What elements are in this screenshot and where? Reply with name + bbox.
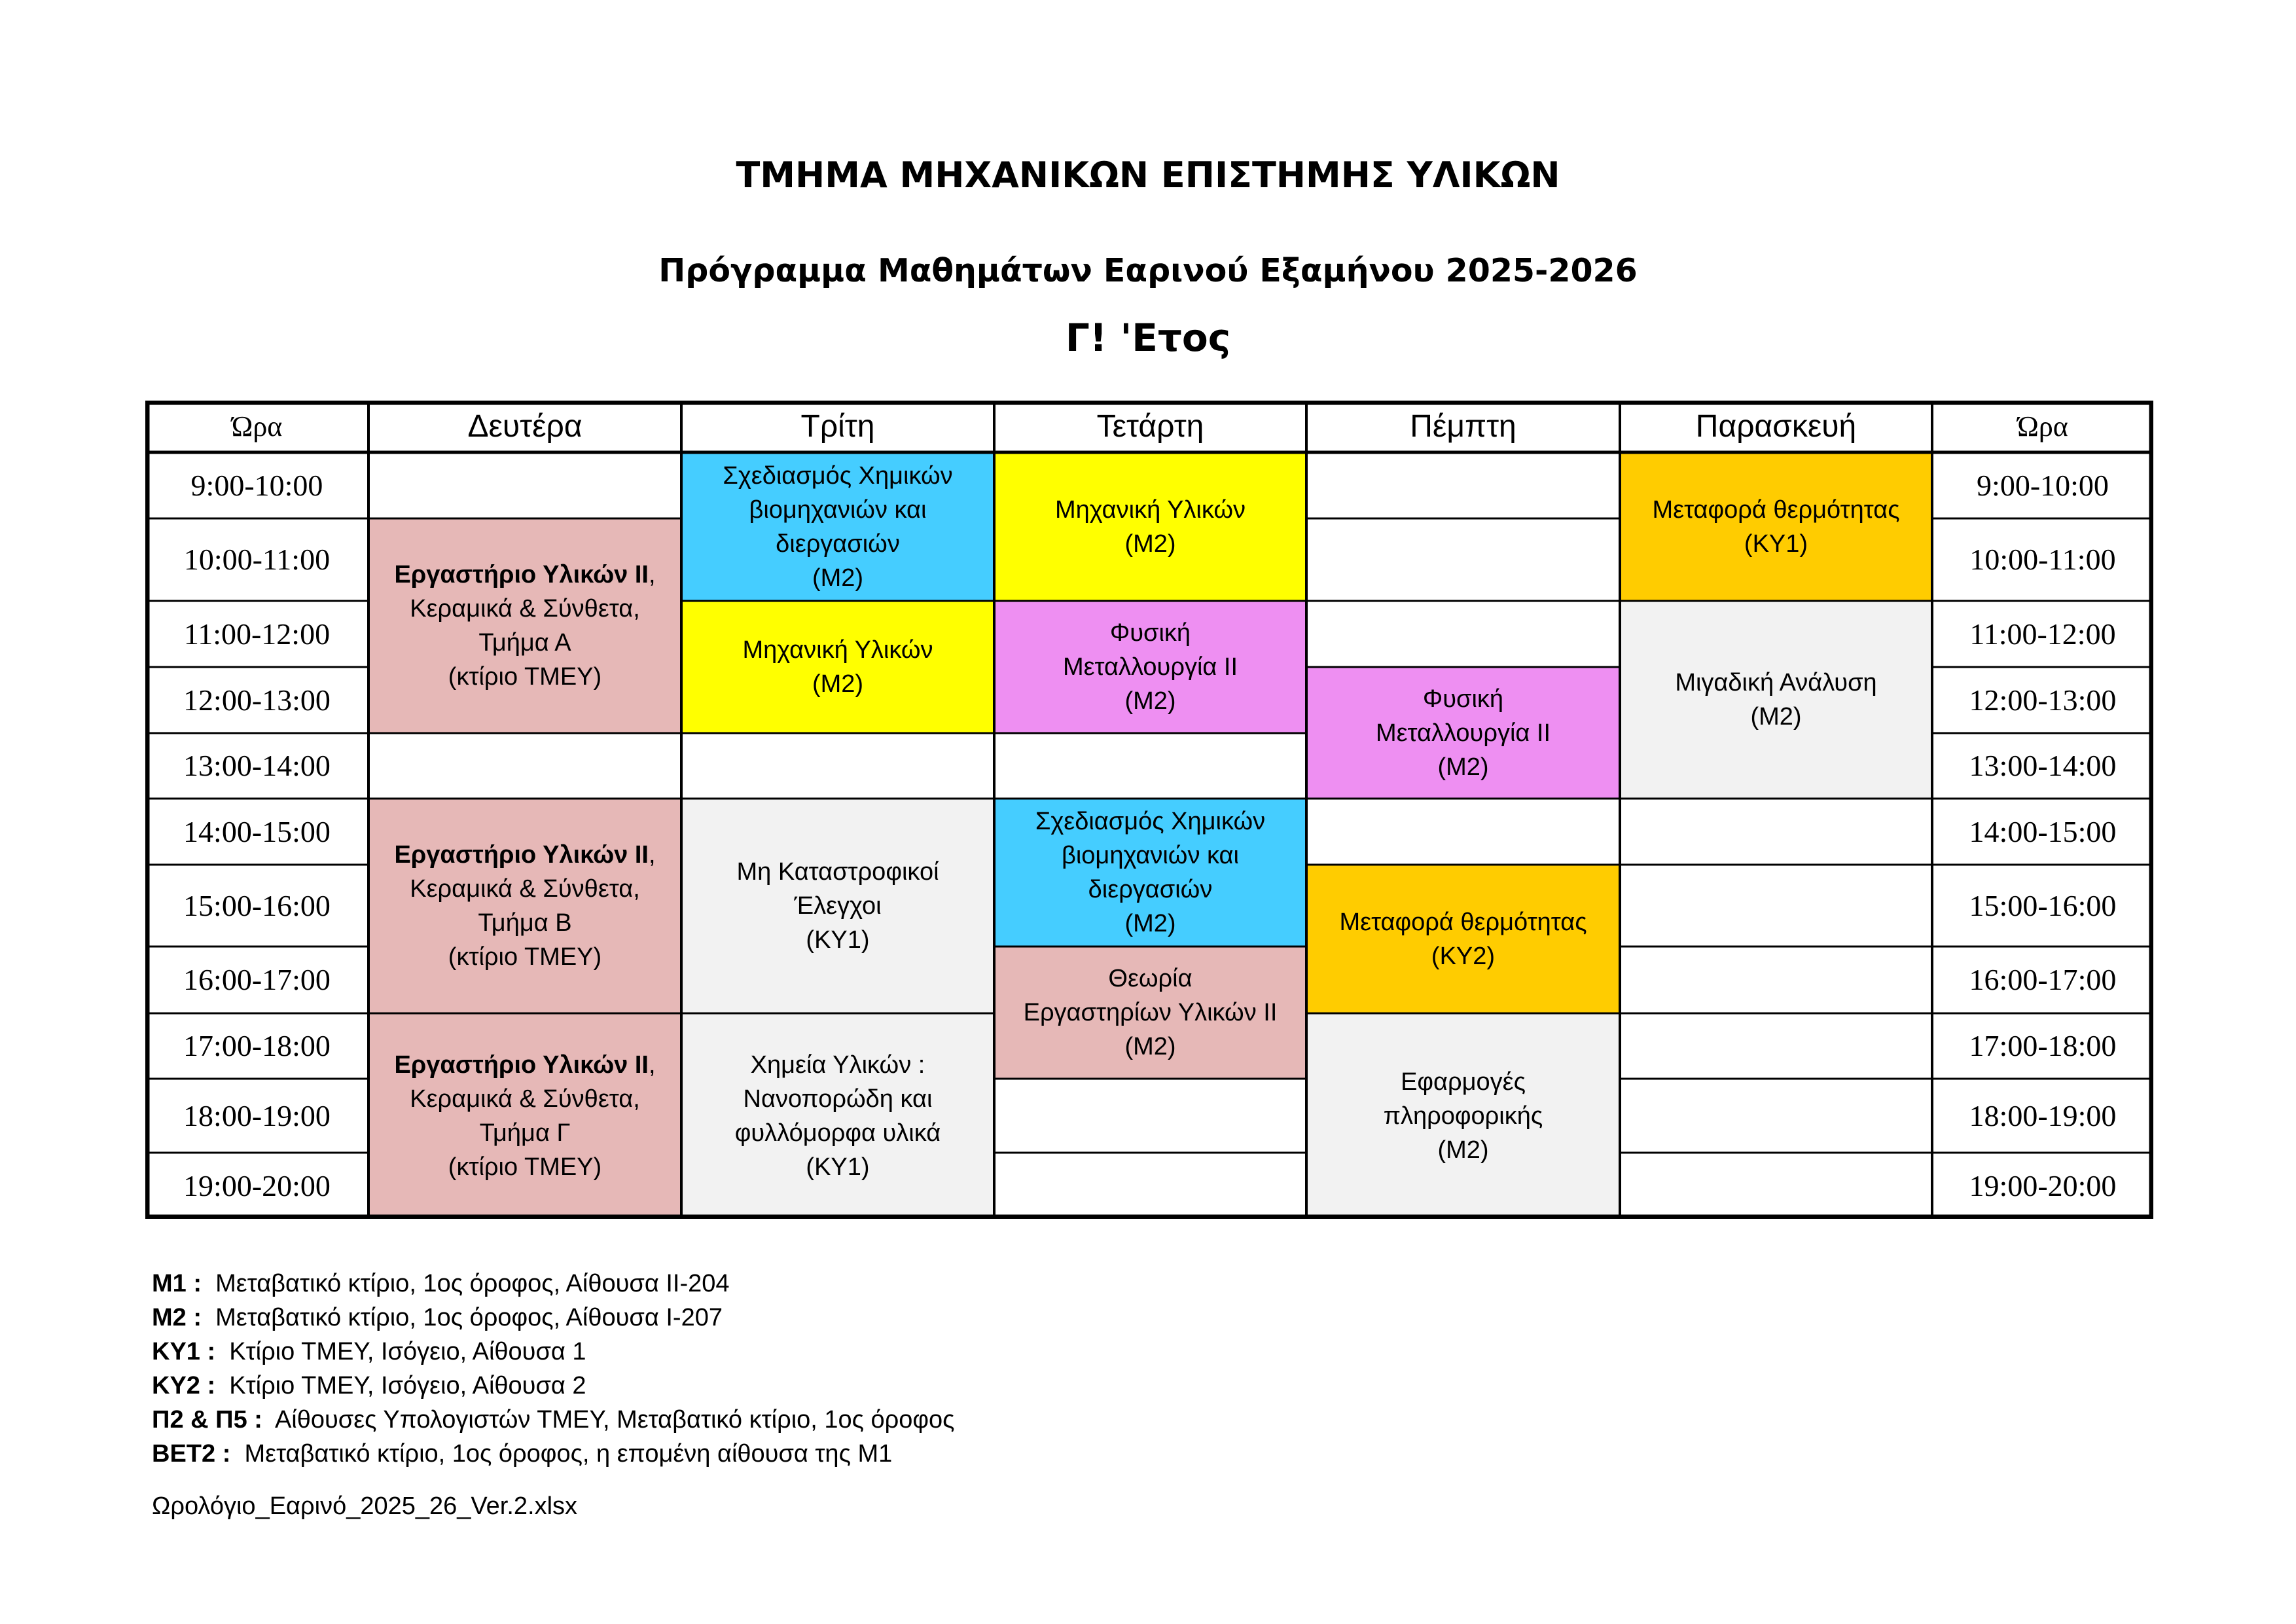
legend-row xyxy=(152,1267,955,1301)
cell-line: (κτίριο ΤΜΕΥ) xyxy=(448,943,602,971)
event-title: Εργαστήριο Υλικών ΙΙ xyxy=(394,841,649,869)
event-cell xyxy=(994,947,1306,1079)
event-cell xyxy=(681,601,994,733)
cell-line: Μεταφορά θερμότητας xyxy=(1652,496,1900,524)
event-cell xyxy=(681,799,994,1013)
event-cell xyxy=(368,1013,681,1219)
cell-line: 16:00-17:00 xyxy=(183,963,331,996)
cell-line: Τμήμα Γ xyxy=(479,1119,571,1147)
cell-line: 17:00-18:00 xyxy=(183,1029,331,1062)
cell-line: φυλλόμορφα υλικά xyxy=(734,1119,941,1147)
cell-line: Φυσική xyxy=(1422,685,1504,713)
event-cell xyxy=(681,1013,994,1219)
cell-line: πληροφορικής xyxy=(1383,1102,1543,1130)
event-cell xyxy=(1620,452,1932,601)
cell-line: Τετάρτη xyxy=(1096,408,1204,444)
event-cell xyxy=(681,452,994,601)
event-cell xyxy=(994,601,1306,733)
cell-line: 18:00-19:00 xyxy=(183,1098,331,1132)
cell-line: διεργασιών xyxy=(776,530,900,558)
cell-line: 14:00-15:00 xyxy=(183,814,331,848)
cell-line: 17:00-18:00 xyxy=(1969,1029,2117,1062)
legend-text: Κτίριο ΤΜΕΥ, Ισόγειο, Αίθουσα 1 xyxy=(229,1338,586,1365)
legend-text: Κτίριο ΤΜΕΥ, Ισόγειο, Αίθουσα 2 xyxy=(229,1372,586,1399)
cell-line: (Μ2) xyxy=(1437,753,1489,781)
cell-line: (Μ2) xyxy=(1124,530,1176,558)
cell-line: 9:00-10:00 xyxy=(190,468,323,502)
cell-line: Εργαστήριο Υλικών ΙΙ, xyxy=(394,1051,656,1079)
schedule-table xyxy=(145,401,2153,1219)
cell-line: (Μ2) xyxy=(1124,910,1176,937)
legend-text: Μεταβατικό κτίριο, 1ος όροφος, Αίθουσα Ι-207 xyxy=(215,1304,723,1331)
cell-line: Δευτέρα xyxy=(467,408,583,444)
cell-line: 12:00-13:00 xyxy=(183,683,331,717)
legend-row xyxy=(152,1335,955,1369)
cell-line: 11:00-12:00 xyxy=(1969,617,2116,651)
cell-line: (Μ2) xyxy=(812,670,864,698)
cell-line: (ΚΥ1) xyxy=(1744,530,1808,558)
cell-line: Κεραμικά & Σύνθετα, xyxy=(410,595,640,623)
cell-line: Νανοπορώδη και xyxy=(743,1085,933,1113)
cell-line: Μεταλλουργία ΙΙ xyxy=(1062,653,1238,681)
cell-line: (Μ2) xyxy=(1750,703,1802,731)
cell-line: Τμήμα Α xyxy=(478,629,571,657)
cell-line: Ώρα xyxy=(2017,410,2068,442)
event-cell xyxy=(368,518,681,733)
event-title: Εργαστήριο Υλικών ΙΙ xyxy=(394,561,649,588)
cell-line: Ώρα xyxy=(231,410,283,442)
cell-line: Εργαστήριο Υλικών ΙΙ, xyxy=(394,561,656,588)
cell-line: 16:00-17:00 xyxy=(1969,963,2117,996)
cell-line: Εφαρμογές xyxy=(1401,1068,1526,1096)
cell-line: (ΚΥ1) xyxy=(806,926,870,954)
year-title: Γ! 'Ετος xyxy=(1065,316,1231,360)
cell-line: (Μ2) xyxy=(812,564,864,592)
legend-row xyxy=(152,1437,955,1471)
cell-line: (Μ2) xyxy=(1437,1136,1489,1164)
cell-line: 15:00-16:00 xyxy=(183,888,331,922)
cell-line: 13:00-14:00 xyxy=(183,749,331,782)
cell-line: Χημεία Υλικών : xyxy=(750,1051,925,1079)
cell-line: 19:00-20:00 xyxy=(183,1168,331,1202)
cell-line: Μεταφορά θερμότητας xyxy=(1339,908,1587,936)
cell-line: 15:00-16:00 xyxy=(1969,888,2117,922)
cell-line: 9:00-10:00 xyxy=(1977,468,2109,502)
legend-code: ΒΕΤ2 : xyxy=(152,1440,231,1468)
legend-text: Μεταβατικό κτίριο, 1ος όροφος, η επομένη αίθουσα της Μ1 xyxy=(244,1440,893,1468)
legend-code: ΚΥ2 : xyxy=(152,1372,216,1399)
cell-line: (Μ2) xyxy=(1124,687,1176,715)
cell-line: Φυσική xyxy=(1109,619,1191,647)
event-cell xyxy=(994,452,1306,601)
cell-line: 10:00-11:00 xyxy=(183,543,331,576)
event-cell xyxy=(1306,1013,1620,1219)
cell-line: (ΚΥ1) xyxy=(806,1153,870,1181)
event-cell xyxy=(1620,601,1932,799)
legend-code: ΚΥ1 : xyxy=(152,1338,216,1365)
cell-line: Πέμπτη xyxy=(1410,408,1516,444)
schedule-grid xyxy=(145,401,2153,1219)
event-cell xyxy=(1306,865,1620,1013)
cell-line: (κτίριο ΤΜΕΥ) xyxy=(448,1153,602,1181)
cell-line: Τμήμα Β xyxy=(478,909,572,937)
legend-text: Μεταβατικό κτίριο, 1ος όροφος, Αίθουσα ΙΙ-204 xyxy=(215,1270,730,1297)
cell-line: Θεωρία xyxy=(1108,965,1193,992)
cell-line: (Μ2) xyxy=(1124,1033,1176,1060)
cell-line: Εργαστηρίων Υλικών ΙΙ xyxy=(1023,999,1278,1026)
cell-line: βιομηχανιών και xyxy=(749,496,927,524)
cell-line: 19:00-20:00 xyxy=(1969,1168,2117,1202)
cell-line: Κεραμικά & Σύνθετα, xyxy=(410,1085,640,1113)
legend-text: Αίθουσες Υπολογιστών ΤΜΕΥ, Μεταβατικό κτίριο, 1ος όροφος xyxy=(274,1406,955,1434)
cell-line: Μη Καταστροφικοί xyxy=(736,858,939,886)
cell-line: Σχεδιασμός Χημικών xyxy=(723,461,953,490)
cell-line: 14:00-15:00 xyxy=(1969,814,2117,848)
cell-line: 10:00-11:00 xyxy=(1969,543,2116,576)
room-legend xyxy=(152,1267,955,1471)
cell-line: 13:00-14:00 xyxy=(1969,749,2117,782)
legend-row xyxy=(152,1301,955,1335)
cell-line: Μεταλλουργία ΙΙ xyxy=(1375,719,1551,747)
cell-line: Μιγαδική Ανάλυση xyxy=(1675,669,1877,696)
event-title: Εργαστήριο Υλικών ΙΙ xyxy=(394,1051,649,1079)
cell-line: βιομηχανιών και xyxy=(1062,842,1239,869)
cell-line: Τρίτη xyxy=(800,408,875,444)
legend-row xyxy=(152,1369,955,1403)
legend-code: Π2 & Π5 : xyxy=(152,1406,262,1434)
file-name: Ωρολόγιο_Εαρινό_2025_26_Ver.2.xlsx xyxy=(152,1492,578,1520)
event-cell xyxy=(368,799,681,1013)
cell-line: (κτίριο ΤΜΕΥ) xyxy=(448,663,602,691)
program-title: Πρόγραμμα Μαθημάτων Εαρινού Εξαμήνου 2025-2026 xyxy=(658,252,1638,289)
event-cell xyxy=(1306,667,1620,799)
cell-line: Μηχανική Υλικών xyxy=(1054,496,1246,524)
cell-line: 12:00-13:00 xyxy=(1969,683,2117,717)
cell-line: Σχεδιασμός Χημικών xyxy=(1035,808,1266,835)
cell-line: Έλεγχοι xyxy=(794,892,882,920)
legend-code: Μ1 : xyxy=(152,1270,202,1297)
department-title: ΤΜΗΜΑ ΜΗΧΑΝΙΚΩΝ ΕΠΙΣΤΗΜΗΣ ΥΛΙΚΩΝ xyxy=(736,154,1560,196)
event-cell xyxy=(994,799,1306,947)
cell-line: Κεραμικά & Σύνθετα, xyxy=(410,875,640,903)
cell-line: Παρασκευή xyxy=(1695,408,1857,444)
legend-code: Μ2 : xyxy=(152,1304,202,1331)
cell-line: Εργαστήριο Υλικών ΙΙ, xyxy=(394,841,656,869)
legend-row xyxy=(152,1403,955,1437)
cell-line: Μηχανική Υλικών xyxy=(742,636,933,664)
cell-line: 18:00-19:00 xyxy=(1969,1098,2117,1132)
cell-line: διεργασιών xyxy=(1088,876,1213,903)
cell-line: 11:00-12:00 xyxy=(183,617,331,651)
cell-line: (ΚΥ2) xyxy=(1431,942,1496,970)
